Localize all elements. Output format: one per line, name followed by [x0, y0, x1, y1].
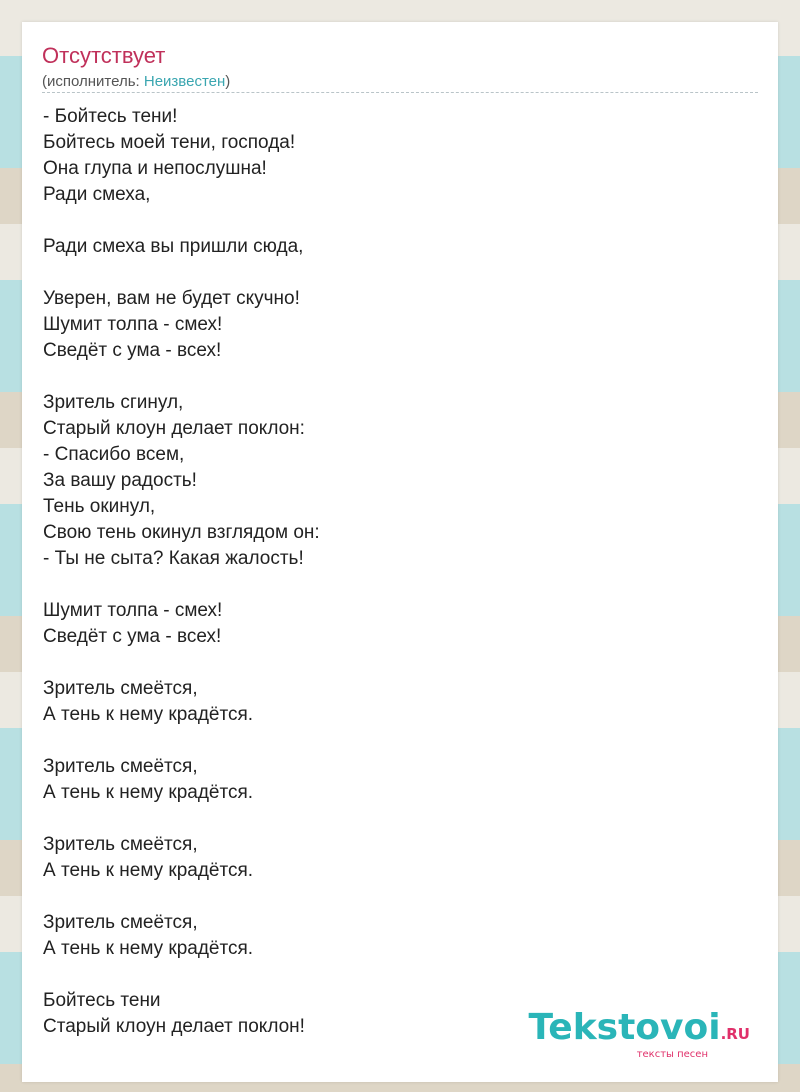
lyric-line: Бойтесь тени — [43, 990, 161, 1011]
lyric-line: А тень к нему крадётся. — [43, 938, 254, 959]
lyric-line: Бойтесь моей тени, господа! — [43, 132, 296, 153]
lyric-line: Зритель сгинул, — [43, 392, 184, 413]
stanza-break — [43, 962, 763, 988]
artist-prefix: (исполнитель: — [42, 73, 144, 90]
stanza-break — [43, 650, 763, 676]
stanza-break — [43, 208, 763, 234]
stanza-break — [43, 572, 763, 598]
stanza-break — [43, 806, 763, 832]
logo-wordmark — [529, 1009, 750, 1053]
stanza-break — [43, 260, 763, 286]
lyrics-card — [22, 22, 778, 1082]
lyric-line: Уверен, вам не будет скучно! — [43, 288, 300, 309]
logo-domain: .RU — [720, 1025, 750, 1043]
stanza-break — [43, 884, 763, 910]
stanza-break — [43, 364, 763, 390]
lyric-line: Свою тень окинул взглядом он: — [43, 522, 320, 543]
lyric-line: Сведёт с ума - всех! — [43, 626, 222, 647]
artist-line — [42, 73, 230, 91]
dashed-divider — [42, 92, 758, 93]
lyric-line: За вашу радость! — [43, 470, 197, 491]
logo-tagline: тексты песен — [636, 1049, 708, 1060]
lyric-line: Зритель смеётся, — [43, 678, 198, 699]
lyric-line: - Ты не сыта? Какая жалость! — [43, 548, 304, 569]
logo-name: Tekstovoi — [528, 1007, 721, 1048]
lyric-line: Она глупа и непослушна! — [43, 158, 267, 179]
lyric-line: - Спасибо всем, — [43, 444, 185, 465]
stanza-break — [43, 728, 763, 754]
lyric-line: А тень к нему крадётся. — [43, 704, 254, 725]
lyric-line: Зритель смеётся, — [43, 756, 198, 777]
lyric-line: Зритель смеётся, — [43, 912, 198, 933]
lyric-line: Шумит толпа - смех! — [43, 314, 223, 335]
lyric-line: Ради смеха вы пришли сюда, — [43, 236, 304, 257]
lyric-line: Старый клоун делает поклон! — [43, 1016, 305, 1037]
lyric-line: - Бойтесь тени! — [43, 106, 178, 127]
lyric-line: Ради смеха, — [43, 184, 151, 205]
artist-suffix: ) — [225, 73, 231, 90]
song-title: Отсутствует — [42, 43, 166, 68]
lyrics-body — [43, 104, 763, 1040]
lyric-line: Тень окинул, — [43, 496, 156, 517]
lyric-line: Шумит толпа - смех! — [43, 600, 223, 621]
lyric-line: А тень к нему крадётся. — [43, 860, 254, 881]
artist-link[interactable]: Неизвестен — [143, 73, 226, 90]
lyric-line: Сведёт с ума - всех! — [43, 340, 222, 361]
lyric-line: Старый клоун делает поклон: — [43, 418, 305, 439]
lyric-line: А тень к нему крадётся. — [43, 782, 254, 803]
lyric-line: Зритель смеётся, — [43, 834, 198, 855]
site-logo[interactable] — [529, 1009, 750, 1060]
